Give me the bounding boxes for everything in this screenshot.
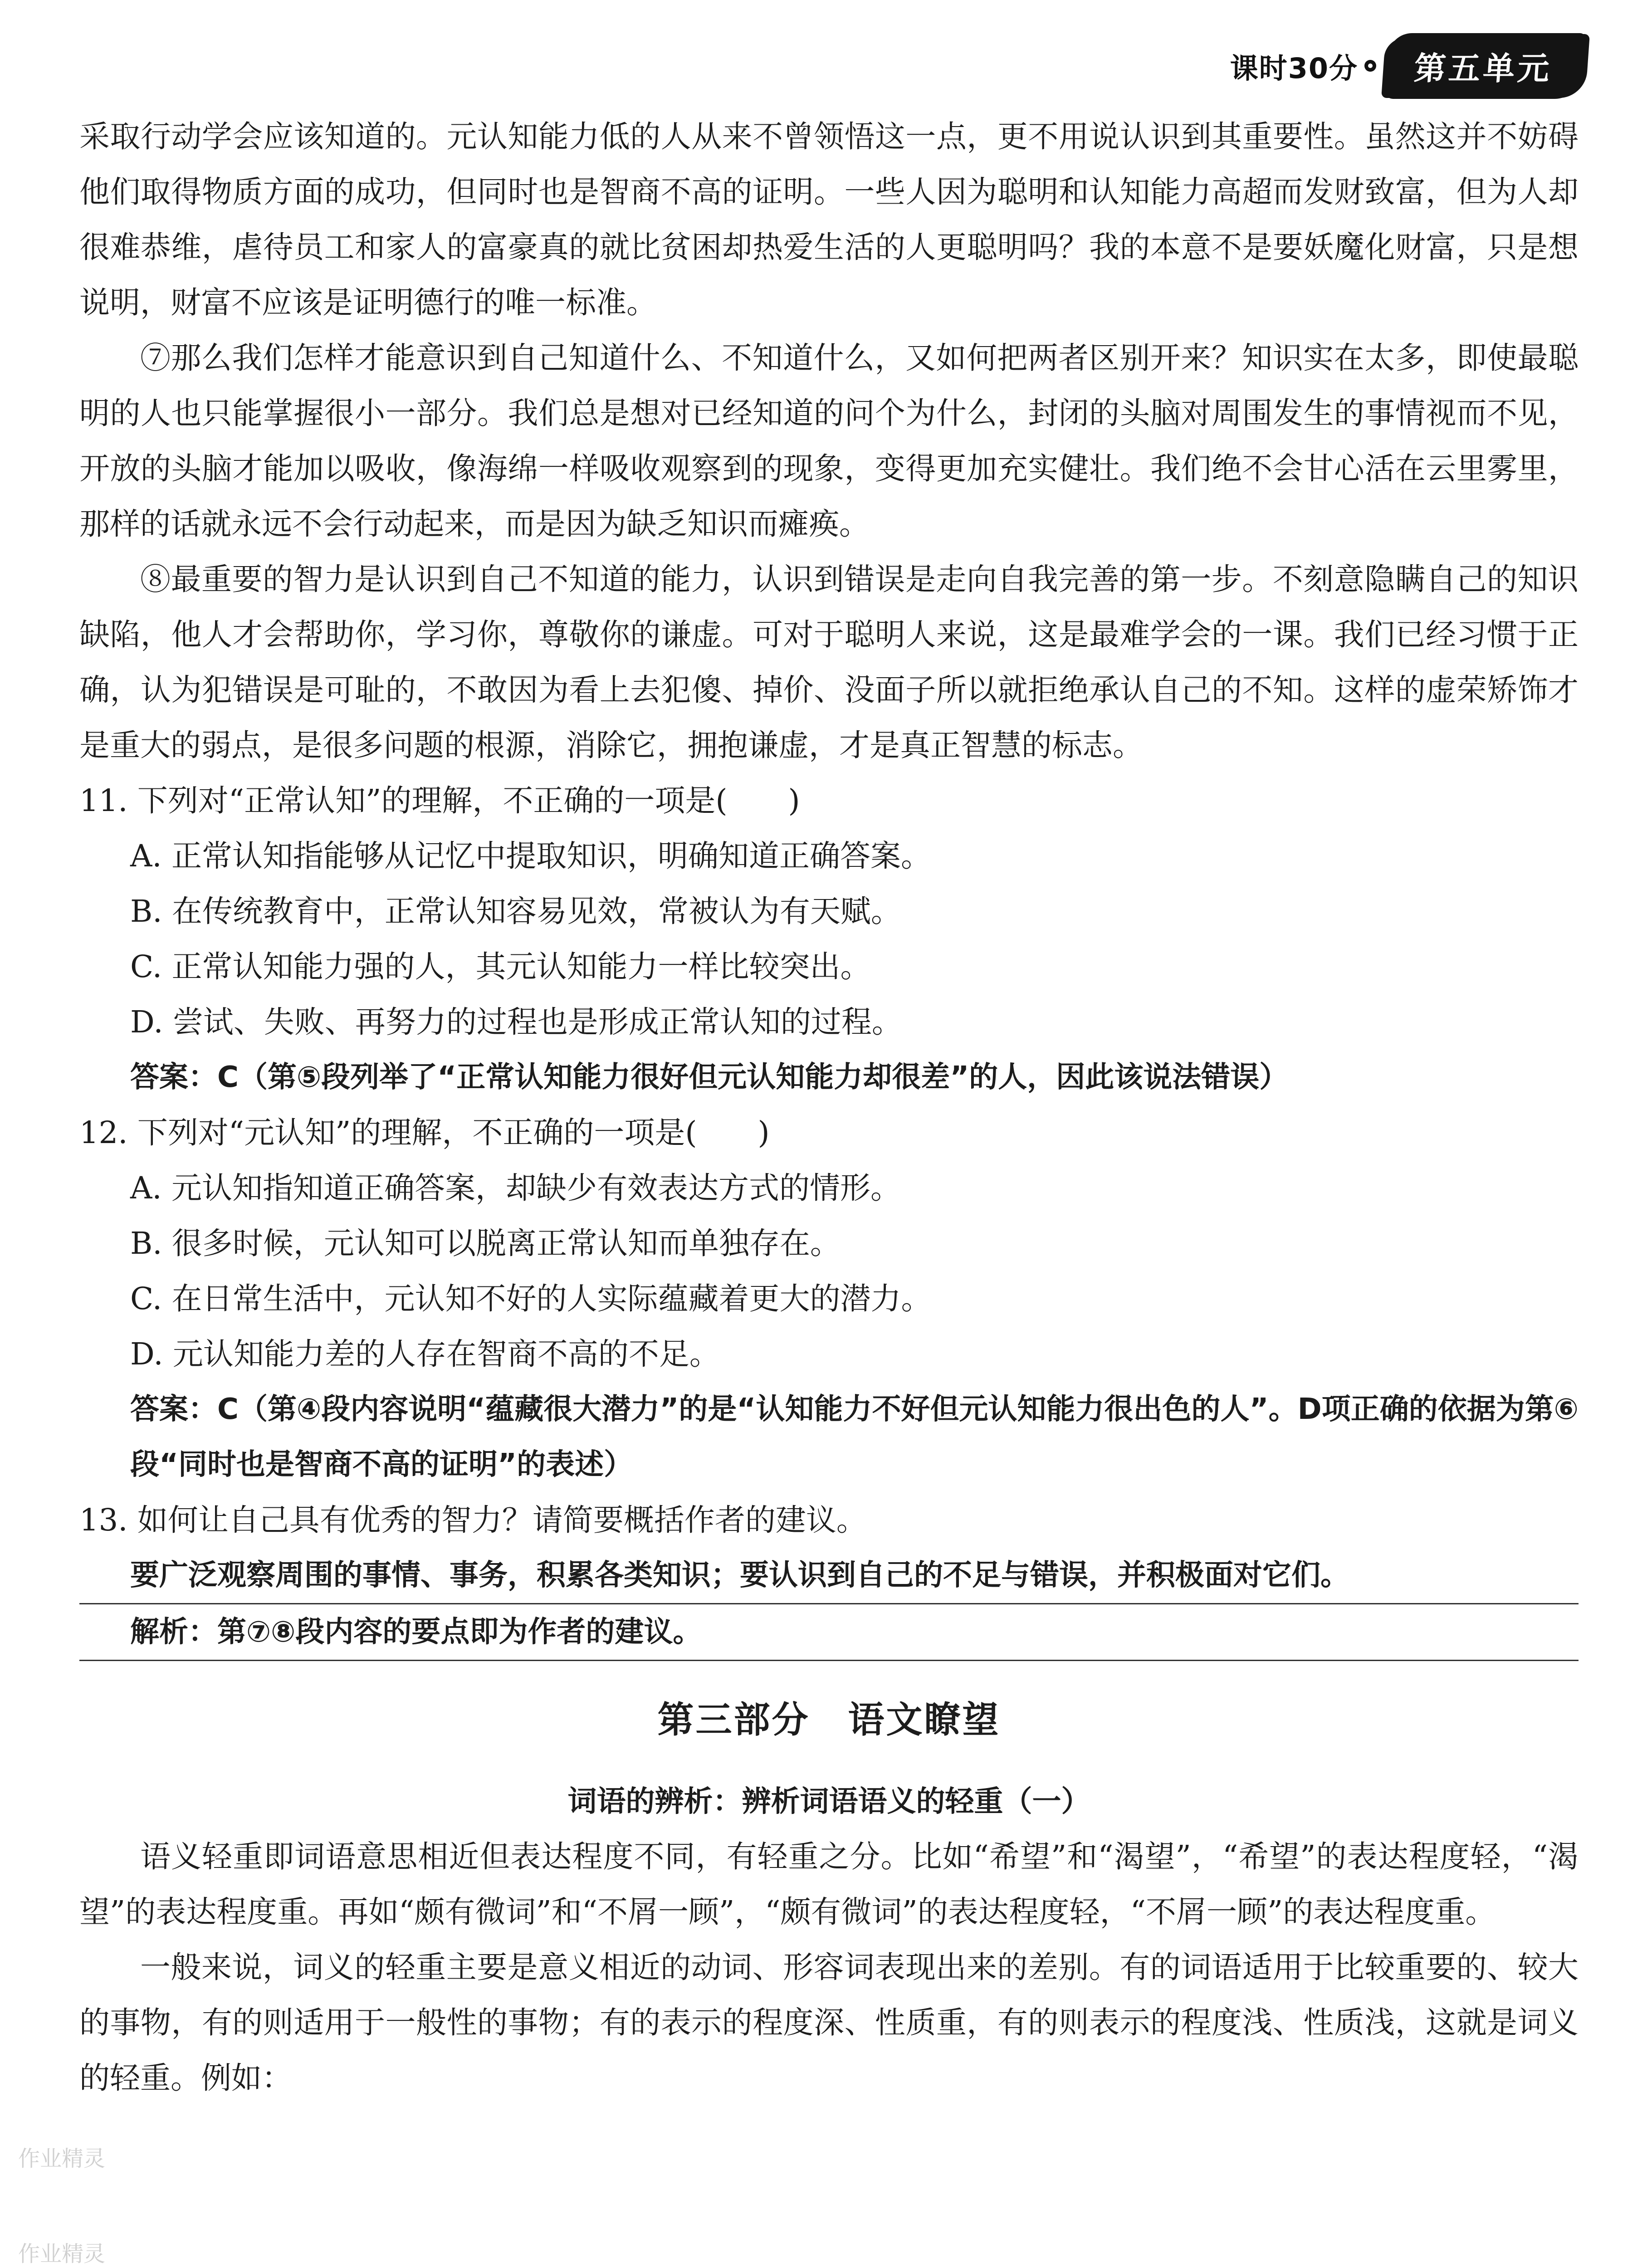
question-11-option-a: A. 正常认知指能够从记忆中提取知识，明确知道正确答案。 xyxy=(130,838,931,874)
page-content xyxy=(79,109,1579,2106)
question-12-option-a: A. 元认知指知道正确答案，却缺少有效表达方式的情形。 xyxy=(130,1170,901,1206)
paragraph-8: ⑧最重要的智力是认识到自己不知道的能力，认识到错误是走向自我完善的第一步。不刻意隐瞒自己的知识缺陷，他人才会帮助你，学习你，尊敬你的谦虚。可对于聪明人来说，这是最难学会的一课。我们已经习惯于正确，认为犯错误是可耻的，不敢因为看上去犯傻、掉价、没面子所以就拒绝承认自己的不知。这样的虚荣矫饰才是重大的弱点，是很多问题的根源，消除它，拥抱谦虚，才是真正智慧的标志。 xyxy=(79,562,1579,763)
question-11-option-c: C. 正常认知能力强的人，其元认知能力一样比较突出。 xyxy=(130,949,871,984)
paragraph-7: ⑦那么我们怎样才能意识到自己知道什么、不知道什么，又如何把两者区别开来？知识实在太多，即使最聪明的人也只能掌握很小一部分。我们总是想对已经知道的问个为什么，封闭的头脑对周围发生的事情视而不见，开放的头脑才能加以吸收，像海绵一样吸收观察到的现象，变得更加充实健壮。我们绝不会甘心活在云里雾里，那样的话就永远不会行动起来，而是因为缺乏知识而瘫痪。 xyxy=(79,340,1579,542)
question-11-option-b: B. 在传统教育中，正常认知容易见效，常被认为有天赋。 xyxy=(130,894,901,929)
question-11-stem: 11. 下列对“正常认知”的理解，不正确的一项是( ) xyxy=(79,783,800,818)
unit-label: 第五单元 xyxy=(1385,33,1586,99)
question-11-answer: 答案：C（第⑤段列举了“正常认知能力很好但元认知能力却很差”的人，因此该说法错误） xyxy=(130,1061,1289,1094)
paragraph-continued: 采取行动学会应该知道的。元认知能力低的人从来不曾领悟这一点，更不用说认识到其重要性。虽然这并不妨碍他们取得物质方面的成功，但同时也是智商不高的证明。一些人因为聪明和认知能力高超而发财致富，但为人却很难恭维，虐待员工和家人的富豪真的就比贫困却热爱生活的人更聪明吗？我的本意不是要妖魔化财富，只是想说明，财富不应该是证明德行的唯一标准。 xyxy=(79,119,1579,320)
clock-icon xyxy=(1364,60,1376,72)
header-title: 课时30分 xyxy=(1230,51,1358,85)
question-12-answer: 答案：C（第④段内容说明“蕴藏很大潜力”的是“认知能力不好但元认知能力很出色的人”。D项正确的依据为第⑥段“同时也是智商不高的证明”的表述） xyxy=(130,1393,1579,1481)
question-12-option-c: C. 在日常生活中，元认知不好的人实际蕴藏着更大的潜力。 xyxy=(130,1281,932,1316)
question-12-option-d: D. 元认知能力差的人存在智商不高的不足。 xyxy=(130,1336,720,1372)
section-paragraph-1: 语义轻重即词语意思相近但表达程度不同，有轻重之分。比如“希望”和“渴望”，“希望”的表达程度轻，“渴望”的表达程度重。再如“颇有微词”和“不屑一顾”，“颇有微词”的表达程度轻，“不屑一顾”的表达程度重。 xyxy=(79,1839,1579,1930)
question-13-stem: 13. 如何让自己具有优秀的智力？请简要概括作者的建议。 xyxy=(79,1502,867,1538)
watermark-1: 作业精灵 xyxy=(18,2146,106,2171)
question-12-option-b: B. 很多时候，元认知可以脱离正常认知而单独存在。 xyxy=(130,1226,841,1261)
question-11-option-d: D. 尝试、失败、再努力的过程也是形成正常认知的过程。 xyxy=(130,1004,902,1040)
watermark-2: 作业精灵 xyxy=(18,2241,106,2267)
section-title: 第三部分 语文瞭望 xyxy=(657,1699,1001,1741)
section-paragraph-2: 一般来说，词义的轻重主要是意义相近的动词、形容词表现出来的差别。有的词语适用于比较重要的、较大的事物，有的则适用于一般性的事物；有的表示的程度深、性质重，有的则表示的程度浅、性质浅，这就是词义的轻重。例如： xyxy=(79,1950,1579,2096)
question-13-analysis: 解析：第⑦⑧段内容的要点即为作者的建议。 xyxy=(79,1604,1579,1661)
question-13-answer: 要广泛观察周围的事情、事务，积累各类知识；要认识到自己的不足与错误，并积极面对它们。 xyxy=(79,1548,1579,1604)
section-subtitle: 词语的辨析：辨析词语语义的轻重（一） xyxy=(567,1785,1090,1818)
question-12-stem: 12. 下列对“元认知”的理解，不正确的一项是( ) xyxy=(79,1115,770,1150)
page-header xyxy=(1230,32,1584,100)
